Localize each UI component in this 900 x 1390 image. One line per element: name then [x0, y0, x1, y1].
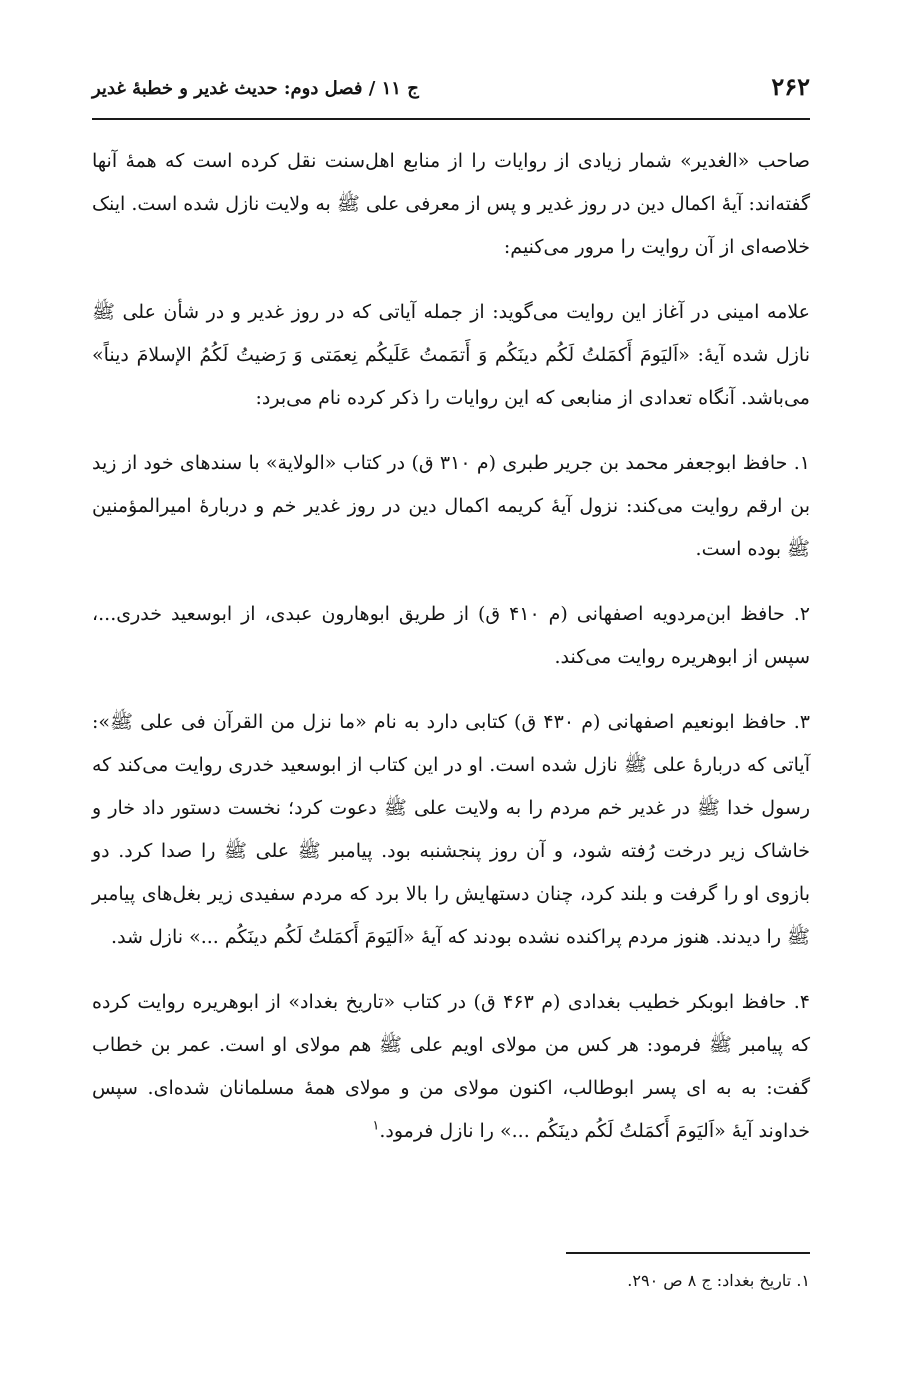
paragraph-item-1: ۱. حافظ ابوجعفر محمد بن جریر طبری (م ۳۱۰ ق) در کتاب «الولایة» با سندهای خود از زید بن ارقم روایت می‌کند: نزول آیهٔ کریمه اکمال دین در روز غدیر خم و دربارهٔ امیرالمؤمنین ﷺ بوده است. — [92, 452, 810, 560]
page-number: ۲۶۲ — [771, 72, 810, 101]
paragraph-item-3: ۳. حافظ ابونعیم اصفهانی (م ۴۳۰ ق) کتابی دارد به نام «ما نزل من القرآن فی علی ﷺ»: آیاتی که دربارهٔ علی ﷺ نازل شده است. او در این کتاب از ابوسعید خدری روایت می‌کند که رسول خدا ﷺ در غدیر خم مردم را به ولایت علی ﷺ دعوت کرد؛ نخست دستور داد خار و خاشاک زیر درخت رُفته شود، و آن روز پنجشنبه بود. پیامبر ﷺ علی ﷺ را صدا کرد. دو بازوی او را گرفت و بلند کرد، چنان دستهایش را بالا برد که مردم سفیدی زیر بغل‌های پیامبر ﷺ را دیدند. هنوز مردم پراکنده نشده بودند که آیهٔ «اَلیَومَ أَکمَلتُ لَکُم دینَکُم ...» نازل شد. — [92, 711, 810, 948]
paragraph-intro: صاحب «الغدیر» شمار زیادی از روایات را از منابع اهل‌سنت نقل کرده است که همهٔ آنها گفته‌اند: آیهٔ اکمال دین در روز غدیر و پس از معرفی علی ﷺ به ولایت نازل شده است. اینک خلاصه‌ای از آن روایت را مرور می‌کنیم: — [92, 150, 810, 258]
footnote-separator — [566, 1252, 810, 1254]
page-header — [92, 60, 810, 120]
footnote-reference[interactable]: ۱ — [372, 1118, 380, 1134]
paragraph-item-2: ۲. حافظ ابن‌مردویه اصفهانی (م ۴۱۰ ق) از طریق ابوهارون عبدی، از ابوسعید خدری...، سپس از ابوهریره روایت می‌کند. — [92, 603, 810, 668]
body-text — [92, 140, 810, 1175]
paragraph-amini: علامه امینی در آغاز این روایت می‌گوید: از جمله آیاتی که در روز غدیر و در شأن علی ﷺ نازل شده آیهٔ: «اَلیَومَ أَکمَلتُ لَکُم دینَکُم وَ أَتمَمتُ عَلَیکُم نِعمَتی وَ رَضیتُ لَکُمُ الإسلامَ دیناً» می‌باشد. آنگاه تعدادی از منابعی که این روایات را ذکر کرده نام می‌برد: — [92, 301, 810, 409]
footnote: ۱. تاریخ بغداد: ج ۸ ص ۲۹۰. — [627, 1271, 810, 1290]
paragraph-item-4-text: ۴. حافظ ابوبکر خطیب بغدادی (م ۴۶۳ ق) در کتاب «تاریخ بغداد» از ابوهریره روایت کرده که پیامبر ﷺ فرمود: هر کس من مولای اویم علی ﷺ هم مولای او است. عمر بن خطاب گفت: به به ای پسر ابوطالب، اکنون مولای من و مولای همهٔ مسلمانان شده‌ای. سپس خداوند آیهٔ «اَلیَومَ أَکمَلتُ لَکُم دینَکُم ...» را نازل فرمود. — [92, 991, 811, 1142]
running-head: ج ۱۱ / فصل دوم: حدیث غدیر و خطبهٔ غدیر — [92, 78, 419, 99]
paragraph-item-4 — [92, 981, 810, 1153]
